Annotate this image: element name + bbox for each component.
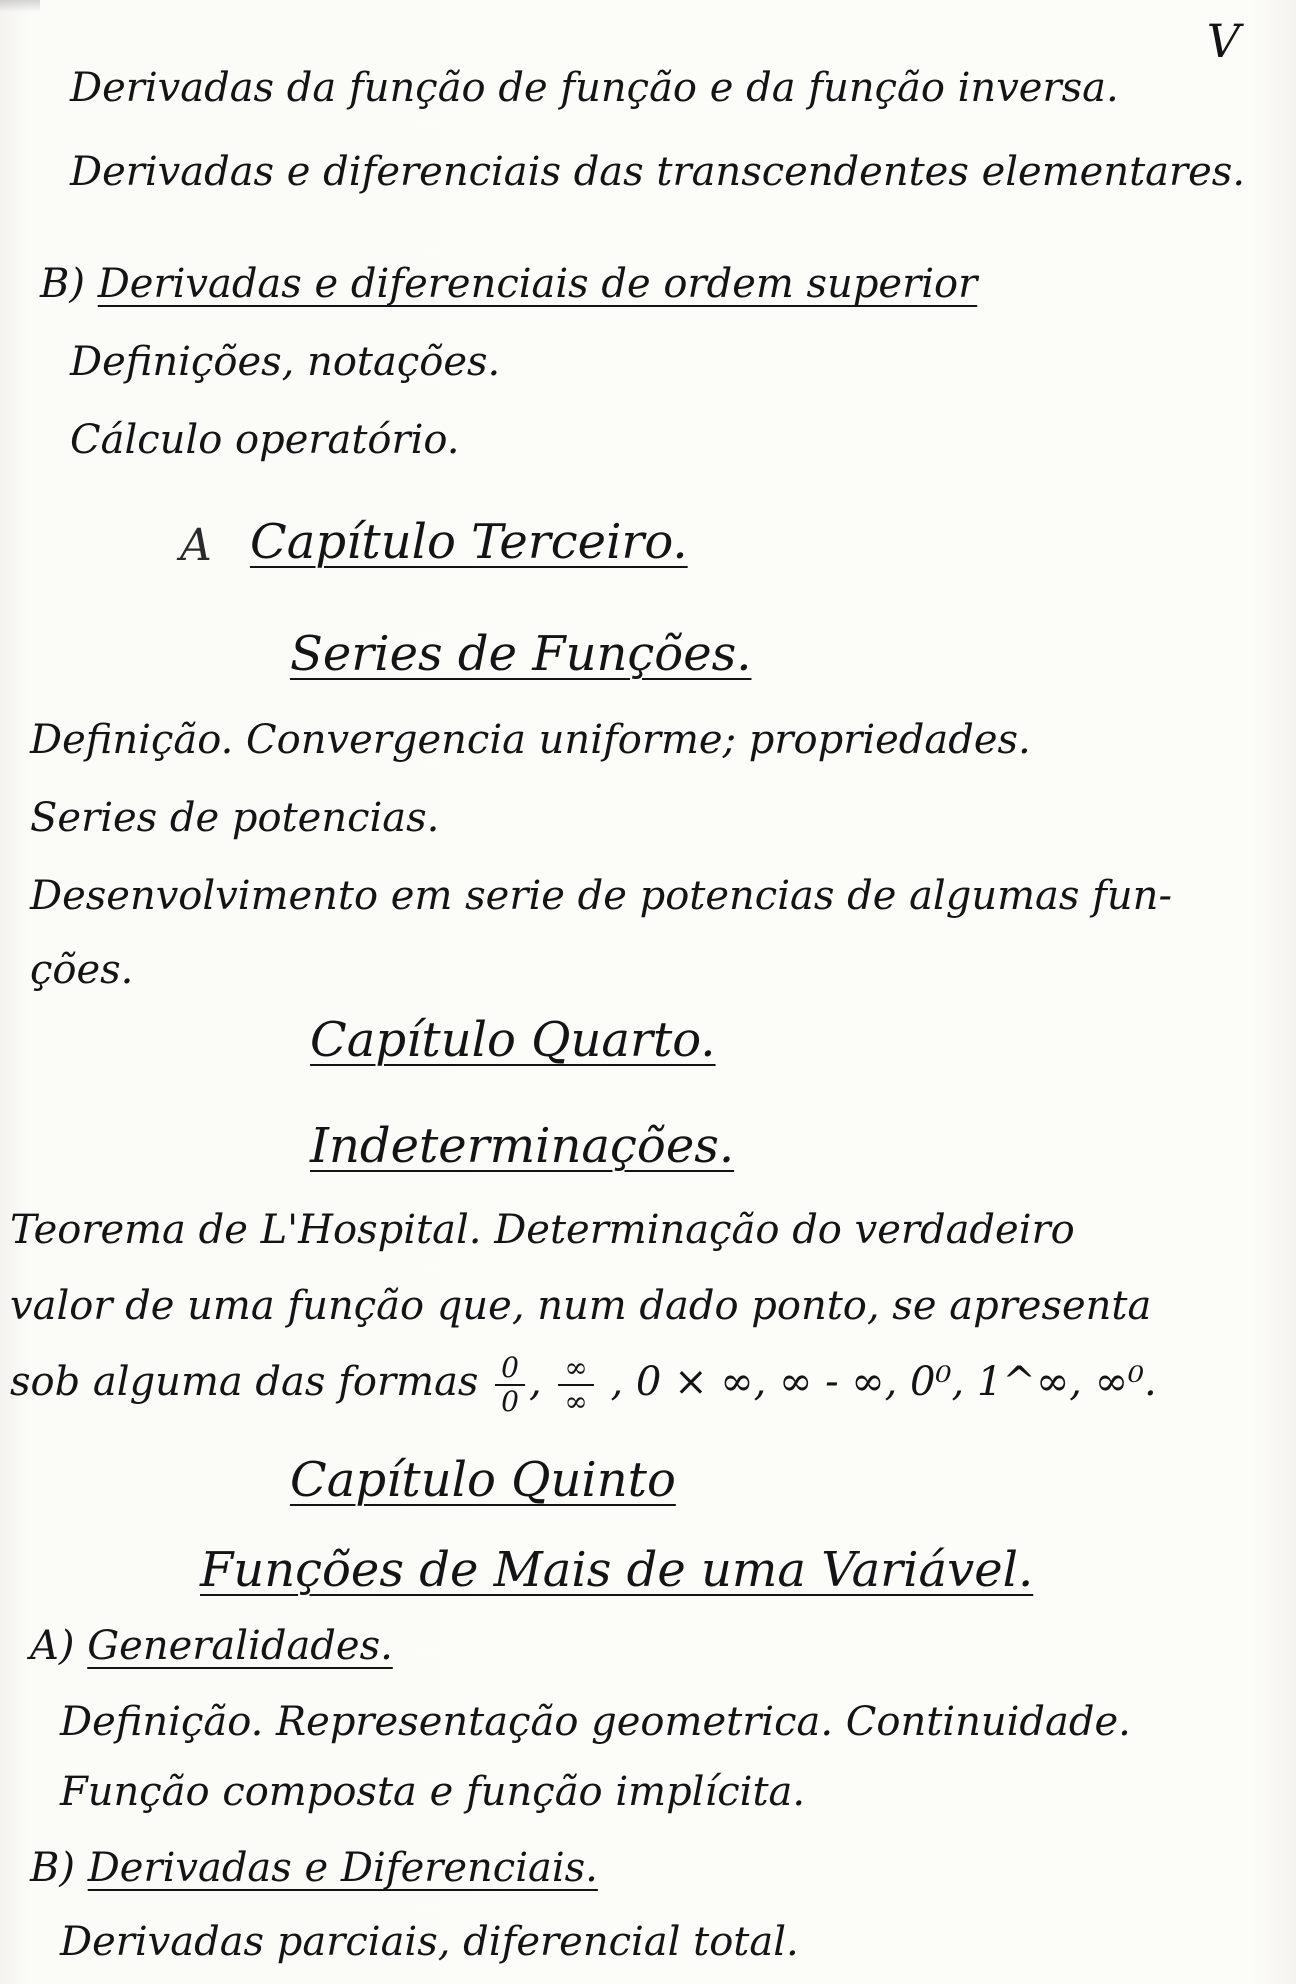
section-title: Derivadas e diferenciais de ordem superior — [97, 261, 978, 307]
text-line: Cálculo operatório. — [70, 417, 460, 463]
text-line: Series de potencias. — [30, 795, 440, 841]
scan-corner-shadow — [0, 0, 40, 12]
section-heading — [40, 262, 977, 306]
text-line: Definição. Representação geometrica. Continuidade. — [60, 1699, 1131, 1745]
section-label: B) — [40, 261, 85, 307]
text-line: Desenvolvimento em serie de potencias de algumas fun- — [30, 873, 1172, 919]
chapter-title: Capítulo Quarto. — [310, 1012, 716, 1068]
section-label: B) — [30, 1845, 75, 1891]
text-line: Derivadas parciais, diferencial total. — [60, 1919, 799, 1965]
fraction-denominator: ∞ — [564, 1385, 588, 1418]
section-title: Generalidades. — [87, 1623, 393, 1669]
fraction-numerator: 0 — [495, 1354, 525, 1386]
chapter-subtitle: Funções de Mais de uma Variável. — [200, 1542, 1034, 1598]
text-line: ções. — [30, 947, 134, 993]
fraction-numerator: ∞ — [558, 1354, 593, 1386]
text-line: valor de uma função que, num dado ponto, se apresenta — [10, 1283, 1152, 1329]
text-line: Definição. Convergencia uniforme; propriedades. — [30, 717, 1031, 763]
chapter-title: Capítulo Terceiro. — [250, 514, 688, 570]
formula-forms: , 0 × ∞, ∞ - ∞, 0⁰, 1^∞, ∞⁰. — [610, 1359, 1157, 1405]
chapter-subtitle: Indeterminações. — [310, 1118, 735, 1174]
fraction-denominator: 0 — [501, 1385, 519, 1418]
text-line: Teorema de L'Hospital. Determinação do verdadeiro — [10, 1207, 1075, 1253]
page-number: V — [1206, 14, 1238, 68]
section-title: Derivadas e Diferenciais. — [87, 1845, 598, 1891]
section-label: A) — [30, 1623, 75, 1669]
text-line-formula: sob alguma das formas $\frac{0}{0}$ , $\frac{\infty}{\infty}$ , 0 × ∞, ∞ - ∞, 0⁰, 1^∞, ∞⁰. — [10, 1351, 1157, 1418]
section-heading — [30, 1846, 598, 1890]
text-line: Derivadas da função de função e da função inversa. — [70, 65, 1119, 111]
fraction-zero-over-zero — [495, 1351, 525, 1418]
text-line: Função composta e função implícita. — [60, 1769, 806, 1815]
formula-intro: sob alguma das formas — [10, 1359, 479, 1405]
section-heading — [30, 1624, 393, 1668]
text-line: Derivadas e diferenciais das transcendentes elementares. — [70, 149, 1246, 195]
text-line: Definições, notações. — [70, 339, 501, 385]
margin-mark: A — [180, 520, 212, 571]
chapter-subtitle: Series de Funções. — [290, 626, 752, 682]
fraction-infinity-over-infinity — [558, 1351, 593, 1418]
chapter-title: Capítulo Quinto — [290, 1452, 676, 1508]
